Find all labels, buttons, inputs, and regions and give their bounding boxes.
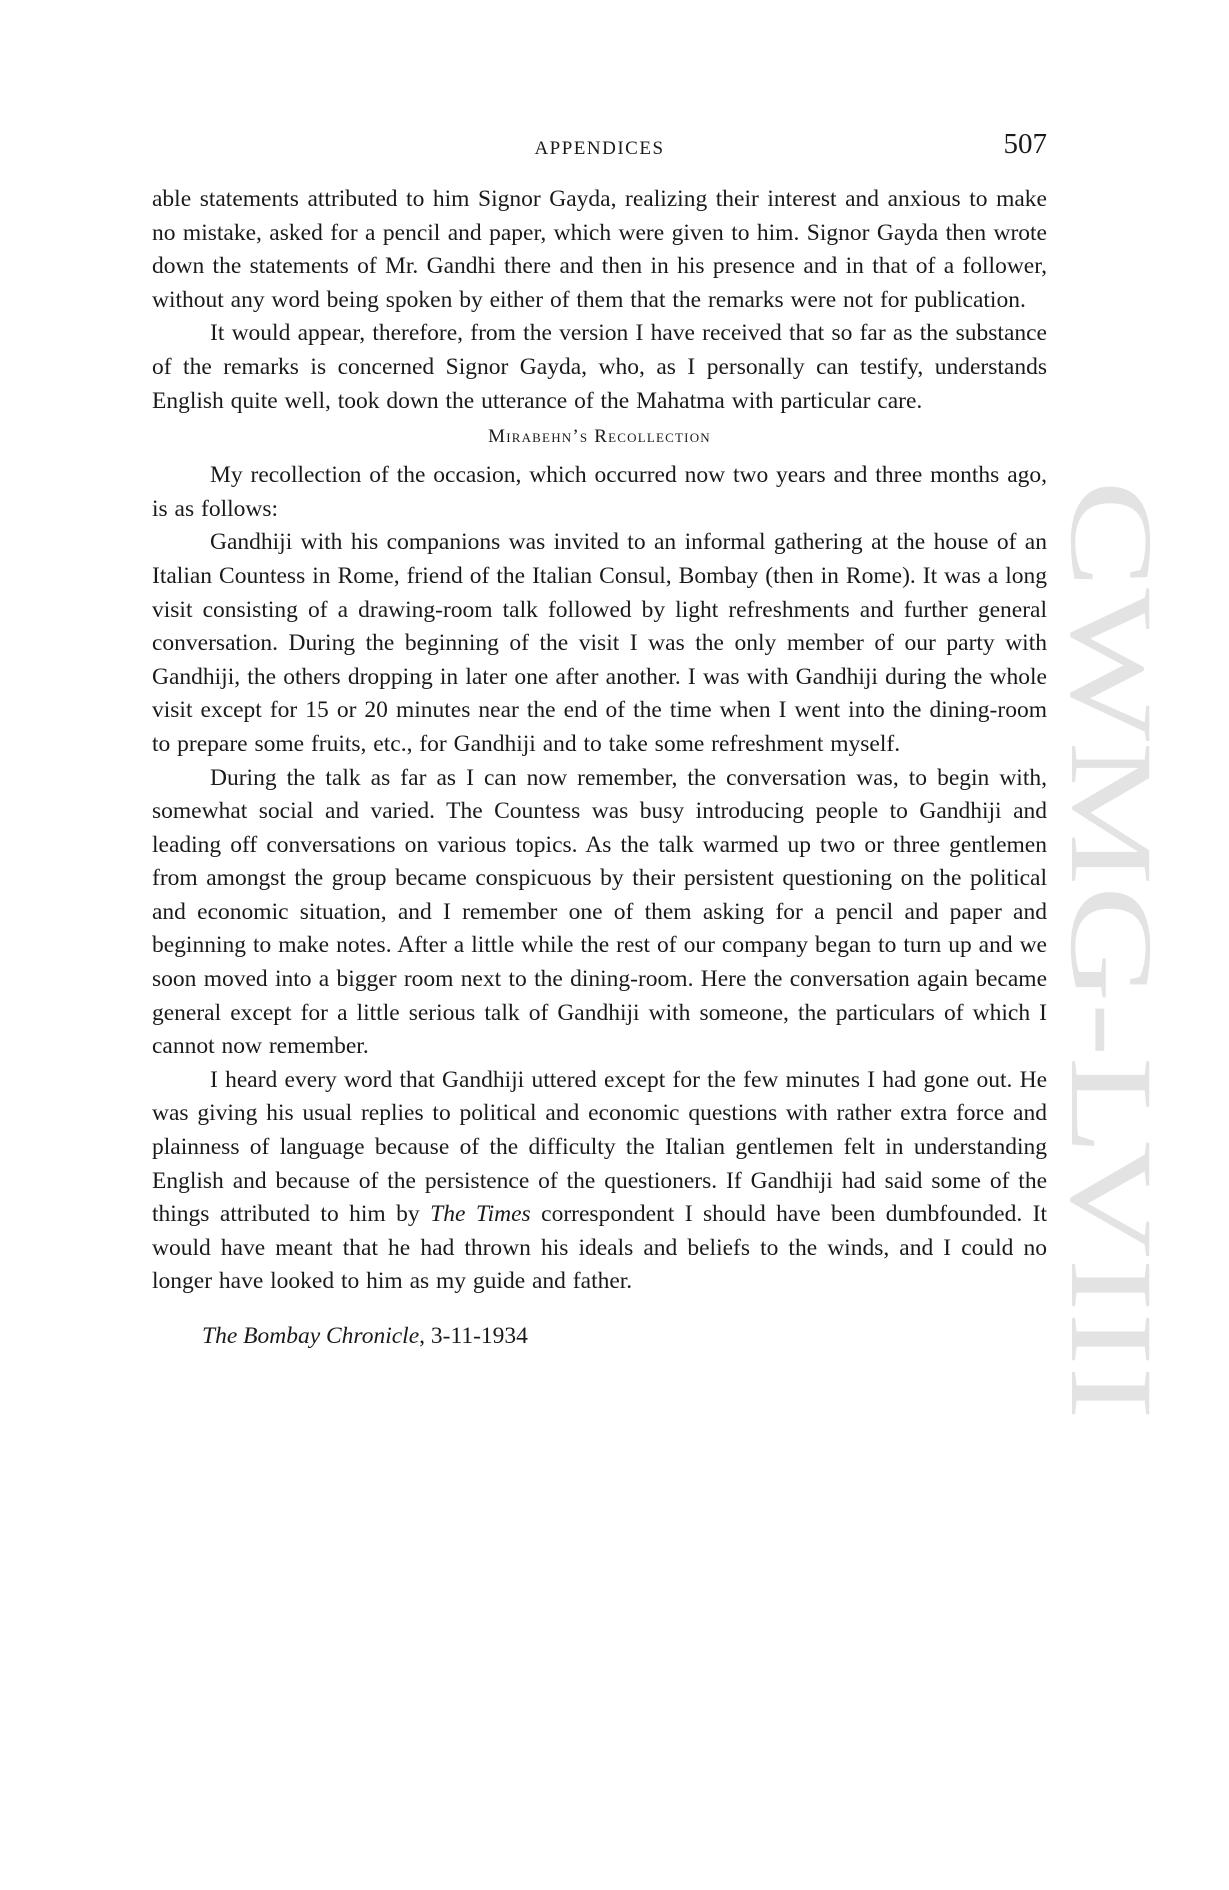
running-head: APPENDICES (534, 138, 665, 159)
page-number: 507 (1003, 128, 1047, 160)
paragraph-5: During the talk as far as I can now remember, the conversation was, to begin with, somewhat social and varied. The Countess was busy introducing people to Gandhiji and leading off conversations on various topics. As the talk warmed up two or three gentlemen from amongst the group became conspicuous by their persistent questioning on the political and economic situation, and I remember one of them asking for a pencil and paper and beginning to make notes. After a little while the rest of our company began to turn up and we soon moved into a bigger room next to the dining-room. Here the conversation again became general except for a little serious talk of Gandhiji with someone, the particulars of which I cannot now remember. (152, 764, 1047, 1060)
paragraph-6 (152, 1064, 1047, 1299)
source-date: , 3-11-1934 (419, 1323, 528, 1349)
body-text (152, 183, 1047, 1353)
paragraph-4: Gandhiji with his companions was invited to an informal gathering at the house of an Italian Countess in Rome, friend of the Italian Consul, Bombay (then in Rome). It was a long visit consisting of a drawing-room talk followed by light refreshments and further general conversation. During the beginning of the visit I was the only member of our party with Gandhiji, the others dropping in later one after another. I was with Gandhiji during the whole visit except for 15 or 20 minutes near the end of the time when I went into the dining-room to prepare some fruits, etc., for Gandhiji and to take some refreshment myself. (152, 529, 1047, 757)
paragraph-1: able statements attributed to him Signor Gayda, realizing their interest and anxious to make no mistake, asked for a pencil and paper, which were given to him. Signor Gayda then wrote down the statements of Mr. Gandhi there and then in his presence and in that of a follower, without any word being spoken by either of them that the remarks were not for publication. (152, 186, 1047, 313)
watermark-text: CWMG-LVIII (1046, 480, 1177, 1164)
section-heading: Mirabehn’s Recollection (488, 426, 711, 448)
paragraph-6-text-b: correspondent I should have been dumbfounded. It would have meant that he had thrown his ideals and beliefs to the winds, and I could no longer have looked to him as my guide and father. (152, 1201, 1048, 1295)
source-citation (202, 1319, 1047, 1353)
paragraph-2: It would appear, therefore, from the version I have received that so far as the substance of the remarks is concerned Signor Gayda, who, as I personally can testify, understands English quite well, took down the utterance of the Mahatma with particular care. (152, 320, 1047, 414)
paragraph-3: My recollection of the occasion, which occurred now two years and three months ago, is as follows: (152, 462, 1047, 522)
page-header (152, 128, 1047, 168)
source-publication: The Bombay Chronicle (202, 1323, 420, 1349)
newspaper-title-italic: The Times (430, 1201, 531, 1228)
paragraph-6-text-a: I heard every word that Gandhiji uttered except for the few minutes I had gone out. He was giving his usual replies to political and economic questions with rather extra force and plainness of language because of the difficulty the Italian gentlemen felt in understanding English and because of the persistence of the questioners. If Gandhiji had said some of the things attributed to him by (152, 1066, 1047, 1228)
